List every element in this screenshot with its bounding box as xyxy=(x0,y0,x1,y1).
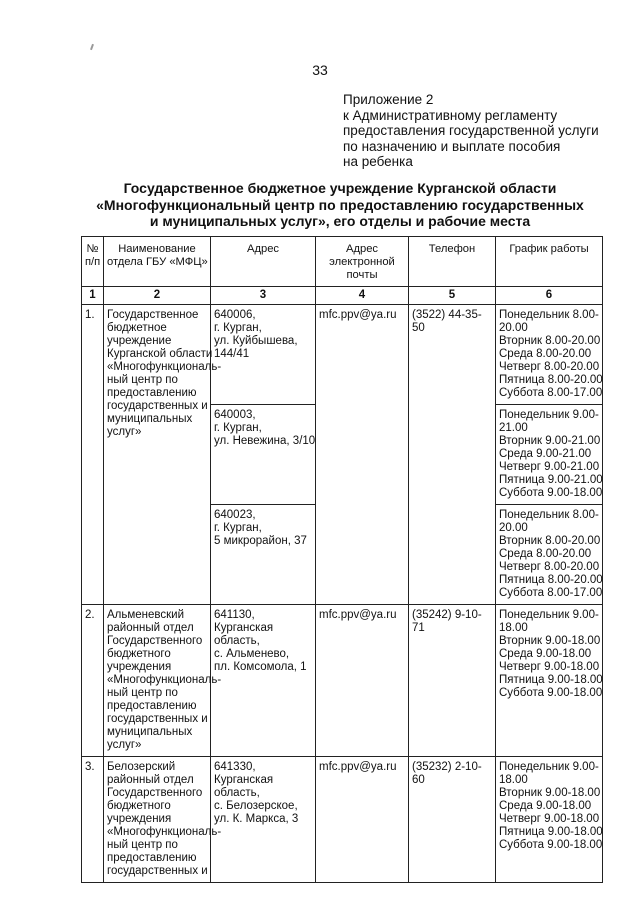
cell-line: ул. Невежина, 3/10 xyxy=(214,435,316,447)
cell-line: 20.00 xyxy=(499,322,528,334)
office-name xyxy=(104,605,222,757)
cell-line: бюджетного xyxy=(107,648,171,660)
row-num: 2. xyxy=(82,605,104,757)
cell-line: г. Курган, xyxy=(214,422,262,434)
cell-line: Вторник 9.00-18.00 xyxy=(499,635,601,647)
cell-line: 5 микрорайон, 37 xyxy=(214,535,307,547)
office-address xyxy=(211,405,316,505)
cell-line: Белозерский xyxy=(107,761,176,773)
cell-line: с. Альменево, xyxy=(214,648,290,660)
cell-line: (35232) 2-10- xyxy=(412,761,482,773)
cell-line: государственных и xyxy=(107,400,208,412)
appendix-line: предоставления государственной услуги xyxy=(343,123,599,138)
cell-line: Пятница 9.00-18.00 xyxy=(499,674,603,686)
cell-line: область, xyxy=(214,635,260,647)
cell-line: Адрес xyxy=(246,243,280,255)
cell-line: отдела ГБУ «МФЦ» xyxy=(107,256,208,268)
cell-line: электронной xyxy=(329,256,395,268)
cell-line: Курганская xyxy=(214,774,274,786)
header-address xyxy=(211,237,316,287)
cell-line: «Многофункциональ- xyxy=(107,674,222,686)
col-number: 6 xyxy=(496,287,603,305)
cell-line: предоставлению xyxy=(107,700,197,712)
cell-line: Понедельник 8.00- xyxy=(499,509,599,521)
row-num: 3. xyxy=(82,757,104,883)
cell-line: 71 xyxy=(412,622,425,634)
cell-line: Суббота 9.00-18.00 xyxy=(499,487,603,499)
table-header-row xyxy=(82,237,603,287)
cell-line: Вторник 9.00-21.00 xyxy=(499,435,601,447)
cell-line: Среда 8.00-20.00 xyxy=(499,548,592,560)
cell-line: муниципальных xyxy=(107,413,193,425)
cell-line: 640023, xyxy=(214,509,256,521)
office-schedule xyxy=(496,405,603,505)
document-title xyxy=(60,180,620,230)
office-email: mfc.ppv@ya.ru xyxy=(316,605,409,757)
cell-line: 50 xyxy=(412,322,425,334)
cell-line: Пятница 8.00-20.00 xyxy=(499,374,603,386)
cell-line: Четверг 9.00-21.00 xyxy=(499,461,600,473)
cell-line: 18.00 xyxy=(499,774,528,786)
table-row xyxy=(82,757,603,883)
cell-line: 144/41 xyxy=(214,348,250,360)
cell-line: районный отдел xyxy=(107,622,194,634)
cell-line: пл. Комсомола, 1 xyxy=(214,661,307,673)
cell-line: Пятница 9.00-21.00 xyxy=(499,474,603,486)
cell-line: г. Курган, xyxy=(214,322,262,334)
cell-line: (35242) 9-10- xyxy=(412,609,482,621)
cell-line: (3522) 44-35- xyxy=(412,309,482,321)
cell-line: Среда 9.00-21.00 xyxy=(499,448,592,460)
table-row xyxy=(82,305,603,405)
cell-line: 20.00 xyxy=(499,522,528,534)
office-address xyxy=(211,605,316,757)
col-number: 1 xyxy=(82,287,104,305)
cell-line: учреждения xyxy=(107,661,172,673)
office-phone xyxy=(409,305,496,605)
cell-line: государственных и xyxy=(107,713,208,725)
title-line: и муниципальных услуг», его отделы и рабочие места xyxy=(149,213,531,229)
cell-line: ул. Куйбышева, xyxy=(214,335,298,347)
cell-line: 640003, xyxy=(214,409,256,421)
office-schedule xyxy=(496,505,603,605)
office-address xyxy=(211,505,316,605)
cell-line: г. Курган, xyxy=(214,522,262,534)
cell-line: Среда 9.00-18.00 xyxy=(499,800,592,812)
cell-line: 640006, xyxy=(214,309,256,321)
cell-line: Пятница 8.00-20.00 xyxy=(499,574,603,586)
office-email: mfc.ppv@ya.ru xyxy=(316,305,409,605)
cell-line: Четверг 8.00-20.00 xyxy=(499,361,600,373)
page-number: 33 xyxy=(312,62,328,78)
appendix-line: на ребенка xyxy=(343,154,413,169)
cell-line: Телефон xyxy=(428,243,476,255)
cell-line: с. Белозерское, xyxy=(214,800,298,812)
cell-line: Вторник 8.00-20.00 xyxy=(499,335,601,347)
col-number: 4 xyxy=(316,287,409,305)
cell-line: учреждения xyxy=(107,813,172,825)
cell-line: Понедельник 9.00- xyxy=(499,761,599,773)
cell-line: муниципальных xyxy=(107,726,193,738)
cell-line: Альменевский xyxy=(107,609,185,621)
cell-line: Среда 8.00-20.00 xyxy=(499,348,592,360)
col-number: 3 xyxy=(211,287,316,305)
cell-line: бюджетного xyxy=(107,800,171,812)
office-name xyxy=(104,757,222,883)
title-line: «Многофункциональный центр по предоставлению государственных xyxy=(96,196,584,213)
col-number: 5 xyxy=(409,287,496,305)
cell-line: Наименование xyxy=(118,243,196,255)
column-number-row xyxy=(82,287,603,305)
cell-line: Курганская xyxy=(214,622,274,634)
cell-line: услуг» xyxy=(107,739,142,751)
cell-line: учреждение xyxy=(107,335,172,347)
offices-table xyxy=(81,236,603,883)
scan-speck xyxy=(90,44,94,50)
cell-line: Четверг 9.00-18.00 xyxy=(499,813,600,825)
header-num xyxy=(82,237,104,287)
cell-line: Вторник 8.00-20.00 xyxy=(499,535,601,547)
cell-line: предоставлению xyxy=(107,852,197,864)
table-row xyxy=(82,605,603,757)
appendix-line: Приложение 2 xyxy=(343,92,434,107)
office-schedule xyxy=(496,757,603,883)
office-name xyxy=(104,305,222,605)
cell-line: Государственного xyxy=(107,787,203,799)
row-num: 1. xyxy=(82,305,104,605)
cell-line: 641130, xyxy=(214,609,255,621)
appendix-line: к Административному регламенту xyxy=(343,107,558,123)
appendix-line: по назначению и выплате пособия xyxy=(343,138,561,154)
cell-line: № xyxy=(86,243,99,255)
cell-line: Четверг 9.00-18.00 xyxy=(499,661,600,673)
cell-line: Курганской области xyxy=(107,348,213,360)
appendix-note xyxy=(343,92,599,170)
cell-line: Понедельник 9.00- xyxy=(499,409,599,421)
cell-line: «Многофункциональ- xyxy=(107,826,222,838)
cell-line: График работы xyxy=(509,243,589,255)
cell-line: Понедельник 9.00- xyxy=(499,609,599,621)
cell-line: Государственное xyxy=(107,309,199,321)
office-address xyxy=(211,757,316,883)
cell-line: услуг» xyxy=(107,426,142,438)
cell-line: 18.00 xyxy=(499,622,528,634)
office-email: mfc.ppv@ya.ru xyxy=(316,757,409,883)
cell-line: ный центр по xyxy=(107,687,178,699)
col-number: 2 xyxy=(104,287,211,305)
cell-line: Суббота 8.00-17.00 xyxy=(499,387,603,399)
header-phone xyxy=(409,237,496,287)
cell-line: 641330, xyxy=(214,761,256,773)
cell-line: почты xyxy=(346,269,378,281)
cell-line: Суббота 9.00-18.00 xyxy=(499,687,603,699)
cell-line: Четверг 8.00-20.00 xyxy=(499,561,600,573)
cell-line: Пятница 9.00-18.00 xyxy=(499,826,603,838)
cell-line: Вторник 9.00-18.00 xyxy=(499,787,601,799)
office-address xyxy=(211,305,316,405)
cell-line: 60 xyxy=(412,774,425,786)
cell-line: 21.00 xyxy=(499,422,528,434)
cell-line: «Многофункциональ- xyxy=(107,361,222,373)
cell-line: Адрес xyxy=(345,243,379,255)
cell-line: п/п xyxy=(85,256,101,268)
cell-line: область, xyxy=(214,787,260,799)
cell-line: ул. К. Маркса, 3 xyxy=(214,813,299,825)
cell-line: Понедельник 8.00- xyxy=(499,309,599,321)
office-phone xyxy=(409,757,496,883)
office-phone xyxy=(409,605,496,757)
cell-line: Среда 9.00-18.00 xyxy=(499,648,592,660)
cell-line: Суббота 9.00-18.00 xyxy=(499,839,603,851)
header-schedule xyxy=(496,237,603,287)
title-line: Государственное бюджетное учреждение Курганской области xyxy=(123,180,557,196)
cell-line: ный центр по xyxy=(107,374,178,386)
cell-line: ный центр по xyxy=(107,839,178,851)
cell-line: государственных и xyxy=(107,865,208,877)
cell-line: районный отдел xyxy=(107,774,194,786)
header-email xyxy=(316,237,409,287)
cell-line: предоставлению xyxy=(107,387,197,399)
cell-line: Государственного xyxy=(107,635,203,647)
cell-line: Суббота 8.00-17.00 xyxy=(499,587,603,599)
office-schedule xyxy=(496,305,603,405)
cell-line: бюджетное xyxy=(107,322,167,334)
header-name xyxy=(104,237,211,287)
office-schedule xyxy=(496,605,603,757)
